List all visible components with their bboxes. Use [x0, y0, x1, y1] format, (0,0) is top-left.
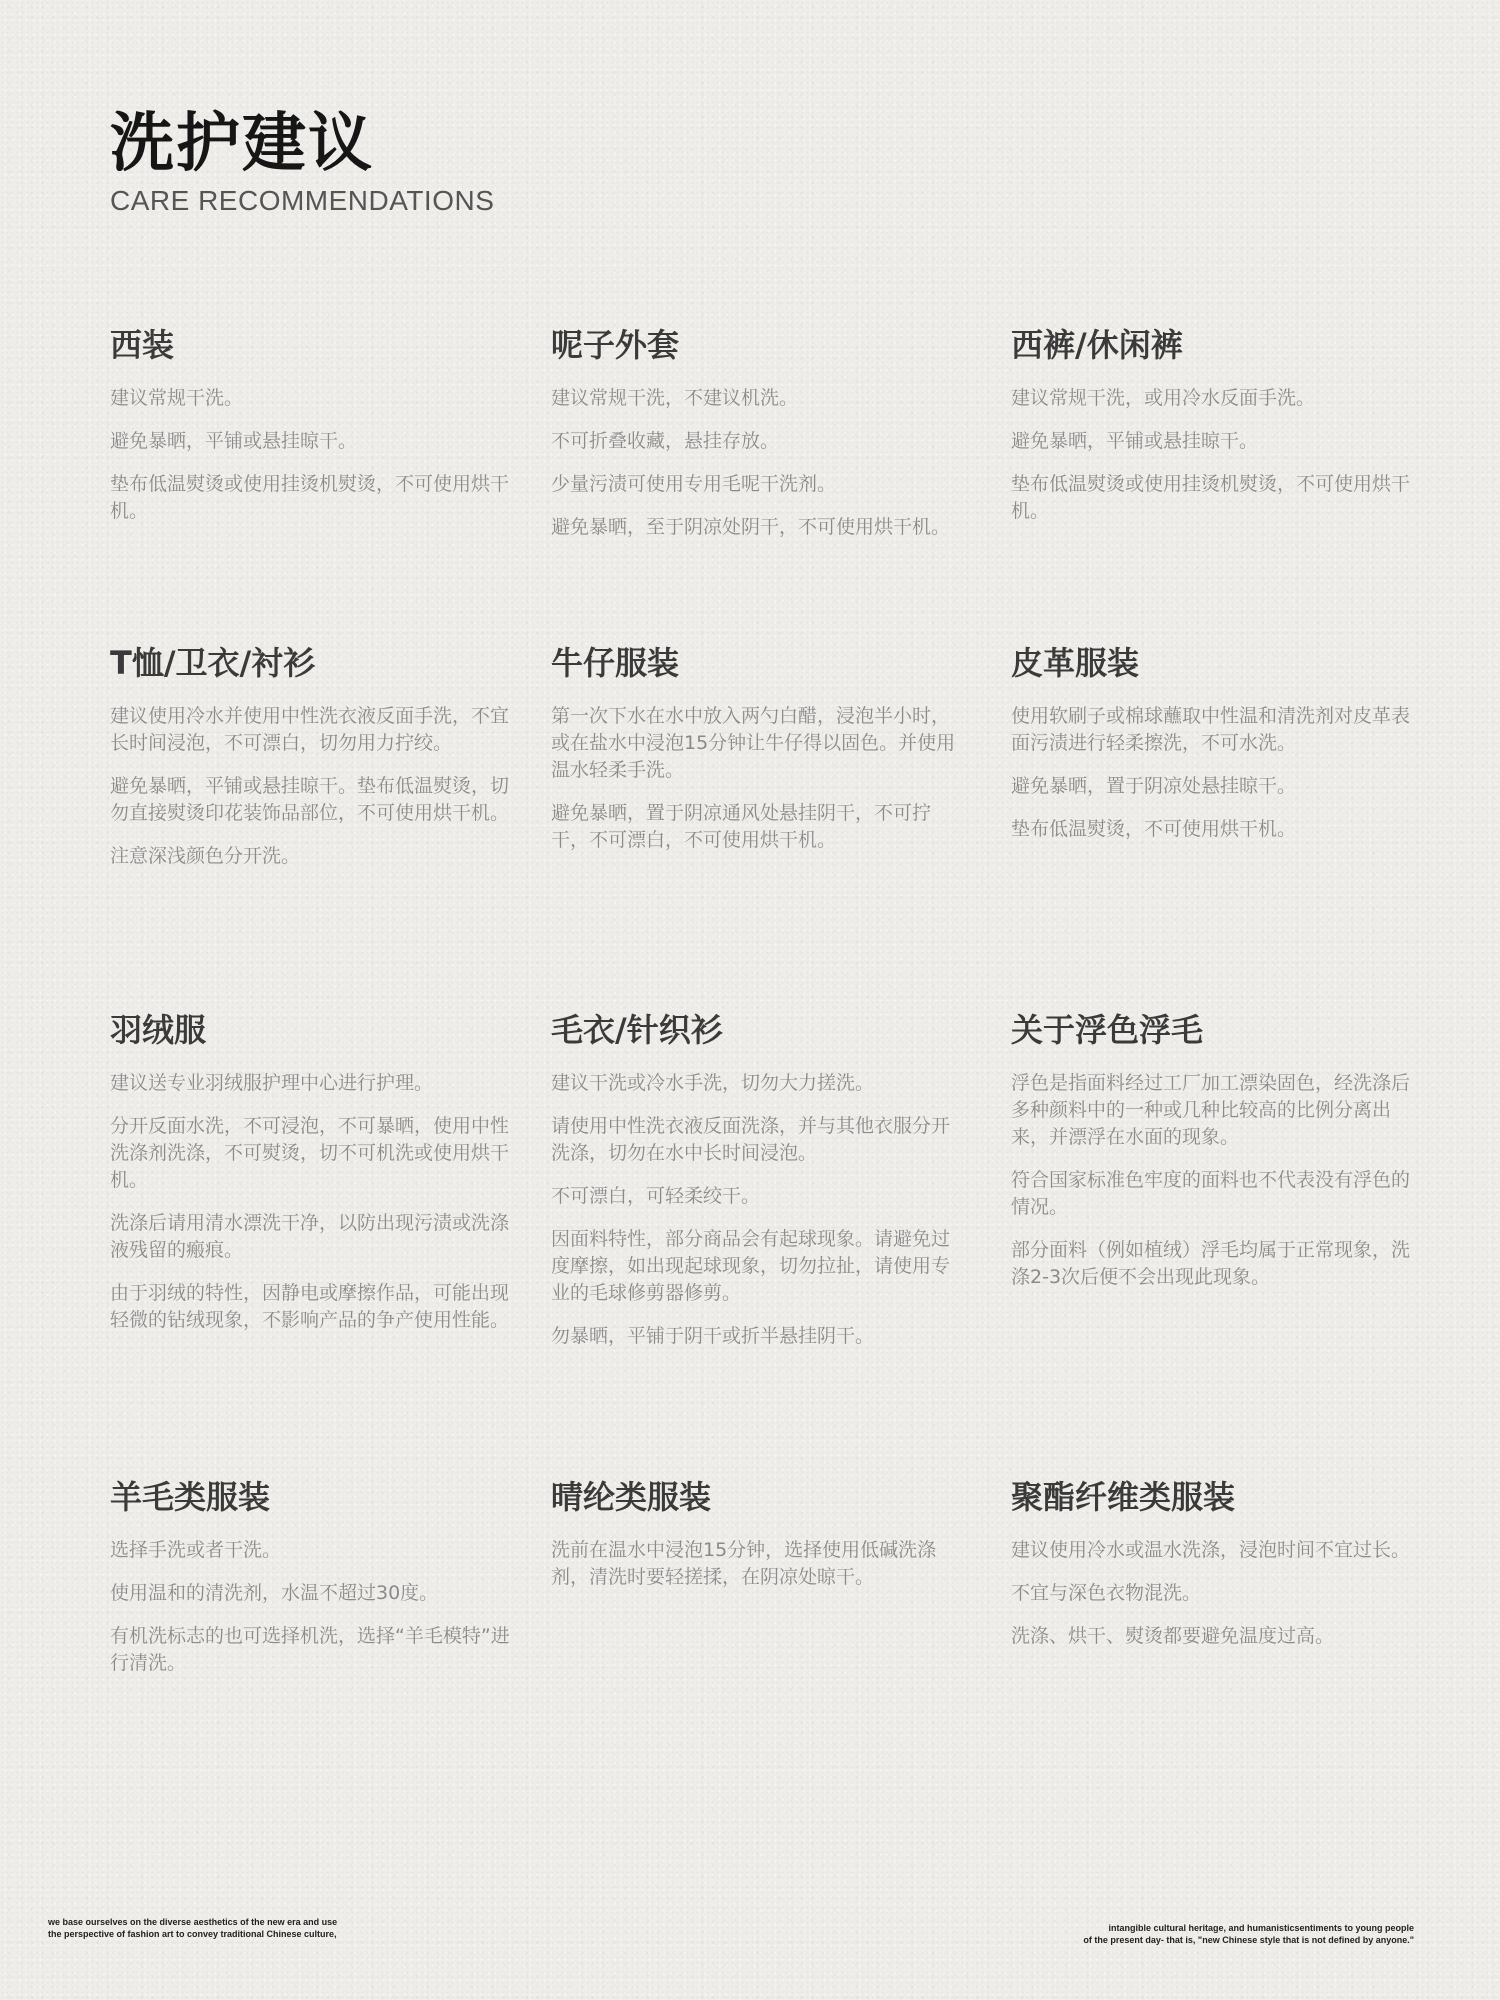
care-paragraph: 第一次下水在水中放入两勺白醋，浸泡半小时，或在盐水中浸泡15分钟让牛仔得以固色。并使用温水轻柔手洗。 — [551, 705, 956, 781]
care-section-suit — [110, 325, 520, 541]
footer-line: we base ourselves on the diverse aesthetics of the new era and use — [48, 1917, 338, 1927]
care-section-polyester — [1011, 1477, 1421, 1666]
care-paragraph: 部分面料（例如植绒）浮毛均属于正常现象，洗涤2-3次后便不会出现此现象。 — [1011, 1239, 1411, 1288]
section-title: 羽绒服 — [110, 1011, 207, 1049]
care-paragraph: 垫布低温熨烫或使用挂烫机熨烫，不可使用烘干机。 — [110, 473, 510, 522]
section-title: 皮革服装 — [1011, 644, 1140, 682]
care-paragraph: 避免暴晒，平铺或悬挂晾干。垫布低温熨烫，切勿直接熨烫印花装饰品部位，不可使用烘干机。 — [110, 775, 510, 824]
care-paragraph: 不可漂白，可轻柔绞干。 — [551, 1185, 761, 1207]
care-paragraph: 因面料特性，部分商品会有起球现象。请避免过度摩擦，如出现起球现象，切勿拉扯，请使用专业的毛球修剪器修剪。 — [551, 1228, 951, 1304]
care-section-acrylic — [551, 1477, 961, 1607]
care-paragraph: 不宜与深色衣物混洗。 — [1011, 1582, 1202, 1604]
care-paragraph: 请使用中性洗衣液反面洗涤，并与其他衣服分开洗涤，切勿在水中长时间浸泡。 — [551, 1115, 951, 1164]
care-paragraph: 少量污渍可使用专用毛呢干洗剂。 — [551, 473, 837, 495]
care-paragraph: 使用软刷子或棉球蘸取中性温和清洗剂对皮革表面污渍进行轻柔擦洗，不可水洗。 — [1011, 705, 1411, 754]
care-paragraph: 建议干洗或冷水手洗，切勿大力搓洗。 — [551, 1072, 875, 1094]
care-paragraph: 洗前在温水中浸泡15分钟，选择使用低碱洗涤剂，清洗时要轻搓揉，在阴凉处晾干。 — [551, 1539, 937, 1588]
care-paragraph: 使用温和的清洗剂，水温不超过30度。 — [110, 1582, 439, 1604]
care-paragraph: 避免暴晒，平铺或悬挂晾干。 — [1011, 430, 1259, 452]
care-section-knitwear — [551, 1010, 961, 1366]
section-title: 牛仔服装 — [551, 644, 680, 682]
care-paragraph: 垫布低温熨烫，不可使用烘干机。 — [1011, 818, 1297, 840]
section-title: 聚酯纤维类服装 — [1011, 1478, 1236, 1516]
care-paragraph: 注意深浅颜色分开洗。 — [110, 845, 301, 867]
section-title: 西裤/休闲裤 — [1011, 326, 1183, 364]
care-section-leather — [1011, 643, 1421, 859]
section-title: 羊毛类服装 — [110, 1478, 271, 1516]
section-title: 关于浮色浮毛 — [1011, 1011, 1204, 1049]
section-title: 西装 — [110, 326, 175, 364]
care-paragraph: 洗涤后请用清水漂洗干净，以防出现污渍或洗涤液残留的瘢痕。 — [110, 1212, 510, 1261]
footer-right-text — [954, 1922, 1414, 1946]
care-paragraph: 选择手洗或者干洗。 — [110, 1539, 282, 1561]
section-title: 呢子外套 — [551, 326, 680, 364]
care-paragraph: 由于羽绒的特性，因静电或摩擦作品，可能出现轻微的钻绒现象，不影响产品的争产使用性能。 — [110, 1282, 510, 1331]
care-paragraph: 避免暴晒，置于阴凉处悬挂晾干。 — [1011, 775, 1297, 797]
care-paragraph: 建议常规干洗，或用冷水反面手洗。 — [1011, 387, 1316, 409]
page-subtitle: CARE RECOMMENDATIONS — [110, 185, 495, 216]
care-paragraph: 勿暴晒，平铺于阴干或折半悬挂阴干。 — [551, 1325, 875, 1347]
care-section-tshirt — [110, 643, 520, 886]
care-paragraph: 符合国家标准色牢度的面料也不代表没有浮色的情况。 — [1011, 1169, 1411, 1218]
care-paragraph: 建议常规干洗。 — [110, 387, 244, 409]
care-section-color-lint — [1011, 1010, 1421, 1307]
footer-left-text — [48, 1916, 468, 1940]
footer-line: of the present day- that is, "new Chinese style that is not defined by anyone." — [1083, 1935, 1414, 1945]
care-paragraph: 洗涤、烘干、熨烫都要避免温度过高。 — [1011, 1625, 1335, 1647]
care-paragraph: 避免暴晒，置于阴凉通风处悬挂阴干，不可拧干，不可漂白，不可使用烘干机。 — [551, 802, 932, 851]
care-paragraph: 垫布低温熨烫或使用挂烫机熨烫，不可使用烘干机。 — [1011, 473, 1411, 522]
care-paragraph: 分开反面水洗，不可浸泡，不可暴晒，使用中性洗涤剂洗涤，不可熨烫，切不可机洗或使用烘干机。 — [110, 1115, 510, 1191]
care-section-wool-coat — [551, 325, 961, 557]
section-title: 晴纶类服装 — [551, 1478, 712, 1516]
care-paragraph: 建议常规干洗，不建议机洗。 — [551, 387, 799, 409]
care-paragraph: 建议使用冷水并使用中性洗衣液反面手洗，不宜长时间浸泡，不可漂白，切勿用力拧绞。 — [110, 705, 510, 754]
section-title: 毛衣/针织衫 — [551, 1011, 723, 1049]
care-paragraph: 浮色是指面料经过工厂加工漂染固色，经洗涤后多种颜料中的一种或几种比较高的比例分离出来，并漂浮在水面的现象。 — [1011, 1072, 1411, 1148]
footer-line: the perspective of fashion art to convey traditional Chinese culture, — [48, 1929, 337, 1939]
care-section-down-jacket — [110, 1010, 520, 1350]
care-section-denim — [551, 643, 961, 870]
care-paragraph: 建议送专业羽绒服护理中心进行护理。 — [110, 1072, 434, 1094]
footer-line: intangible cultural heritage, and humanisticsentiments to young people — [1108, 1923, 1414, 1933]
care-section-wool — [110, 1477, 520, 1693]
care-paragraph: 不可折叠收藏，悬挂存放。 — [551, 430, 780, 452]
page-title: 洗护建议 — [110, 107, 374, 181]
care-section-trousers — [1011, 325, 1421, 541]
care-paragraph: 避免暴晒，至于阴凉处阴干，不可使用烘干机。 — [551, 516, 951, 538]
section-title: T恤/卫衣/衬衫 — [110, 644, 316, 682]
care-paragraph: 避免暴晒，平铺或悬挂晾干。 — [110, 430, 358, 452]
care-paragraph: 有机洗标志的也可选择机洗，选择“羊毛模特”进行清洗。 — [110, 1625, 510, 1674]
care-paragraph: 建议使用冷水或温水洗涤，浸泡时间不宜过长。 — [1011, 1539, 1411, 1561]
